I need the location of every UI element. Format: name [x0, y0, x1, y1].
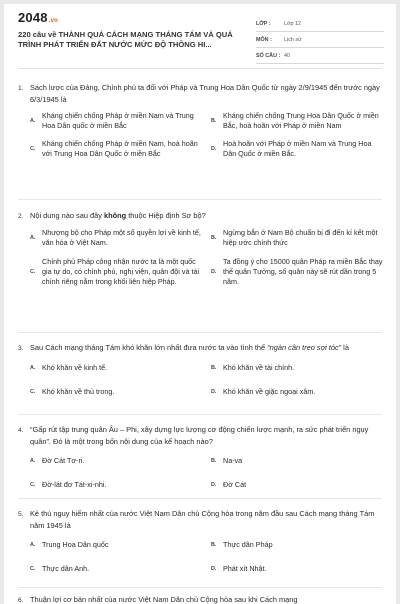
option-a[interactable] — [30, 540, 203, 550]
option-text: Hoà hoãn với Pháp ở miền Nam và Trung Hoa Dân Quốc ở miền Bắc. — [223, 139, 372, 158]
question-3 — [18, 342, 384, 397]
question-text: Sách lược của Đảng, Chính phủ ta đối với Pháp và Trung Hoa Dân Quốc từ ngày 2/9/1945 đến trước ngày 6/3/1945 là — [30, 83, 380, 104]
meta-count-value: 40 — [284, 52, 290, 59]
question-separator — [18, 199, 382, 200]
option-text: Khó khăn về giặc ngoại xâm. — [223, 387, 316, 396]
option-letter: A. — [30, 118, 36, 124]
option-letter: C. — [30, 482, 36, 488]
question-text-part: thuộc Hiệp định Sơ bộ? — [126, 211, 206, 220]
option-text: Ta đồng ý cho 15000 quân Pháp ra miền Bắc thay thế quân Tưởng, số quân này sẽ rút dần trong 5 năm. — [223, 257, 383, 286]
question-text-part: là — [341, 343, 349, 352]
options-grid — [30, 540, 384, 574]
option-text: Đờ-lát đơ Tát-xi-nhi. — [42, 480, 107, 489]
option-text: Đờ Cát Tơ-ri. — [42, 456, 85, 465]
option-text: Na-va — [223, 456, 243, 465]
option-a[interactable] — [30, 363, 203, 373]
option-letter: B. — [211, 458, 217, 464]
option-d[interactable] — [211, 387, 384, 397]
option-c[interactable] — [30, 257, 203, 287]
question-text-emphasis: không — [103, 211, 127, 220]
meta-count-row — [256, 48, 384, 64]
option-text: Kháng chiến chống Pháp ở miền Nam và Trung Hoa Dân quốc ở miền Bắc — [42, 111, 194, 130]
logo-main: 2048 — [18, 10, 48, 25]
question-text-part: Sau Cách mạng tháng Tám khó khăn lớn nhất đưa nước ta vào tình thế — [30, 343, 268, 352]
question-stem — [18, 210, 384, 222]
option-text: Kháng chiến chống Trung Hoa Dân Quốc ở miền Bắc, hoà hoãn với Pháp ở miền Nam — [223, 111, 379, 130]
option-letter: A. — [30, 365, 36, 371]
document-title: 220 câu về THÀNH QUẢ CÁCH MẠNG THÁNG TÁM VÀ QUÁ TRÌNH PHÁT TRIỂN ĐẤT NƯỚC MỨC ĐỘ THÔNG HI... — [18, 30, 233, 49]
option-letter: D. — [211, 269, 217, 275]
option-letter: A. — [30, 235, 36, 241]
option-letter: C. — [30, 566, 36, 572]
option-letter: A. — [30, 542, 36, 548]
option-letter: B. — [211, 235, 217, 241]
meta-class-label: LỚP : — [256, 20, 271, 27]
meta-info — [256, 16, 384, 64]
option-d[interactable] — [211, 257, 384, 287]
question-number: 3. — [18, 344, 24, 352]
question-stem — [18, 594, 384, 604]
options-grid — [30, 111, 384, 159]
option-b[interactable] — [211, 111, 384, 131]
logo-ext: .vn — [48, 18, 59, 24]
option-b[interactable] — [211, 540, 384, 550]
option-letter: C. — [30, 269, 36, 275]
question-separator — [18, 414, 382, 415]
header-divider — [18, 68, 382, 69]
document-header — [4, 4, 396, 70]
meta-count-label: SỐ CÂU : — [256, 52, 281, 59]
option-letter: B. — [211, 118, 217, 124]
meta-subject-value: Lịch sử — [284, 36, 302, 43]
question-6 — [18, 594, 384, 604]
option-a[interactable] — [30, 228, 203, 248]
options-grid — [30, 228, 384, 287]
question-text: Thuận lợi cơ bản nhất của nước Việt Nam Dân chủ Cộng hòa sau khi Cách mạng — [30, 595, 298, 604]
question-separator — [18, 587, 382, 588]
option-letter: D. — [211, 146, 217, 152]
site-logo[interactable] — [18, 10, 58, 25]
option-c[interactable] — [30, 139, 203, 159]
option-a[interactable] — [30, 456, 203, 466]
option-text: Khó khăn về kinh tế. — [42, 363, 108, 372]
option-text: Chính phủ Pháp công nhận nước ta là một quốc gia tự do, có chính phủ, nghị viện, quân đội và tài chính riêng nằm trong khối liên hiệp Pháp. — [42, 257, 200, 286]
option-letter: D. — [211, 566, 217, 572]
option-c[interactable] — [30, 387, 203, 397]
option-text: Khó khăn về thù trong. — [42, 387, 115, 396]
options-grid — [30, 363, 384, 397]
question-number: 2. — [18, 212, 24, 220]
option-text: Đờ Cát — [223, 480, 247, 489]
option-d[interactable] — [211, 139, 384, 159]
question-4 — [18, 424, 384, 490]
option-letter: C. — [30, 146, 36, 152]
meta-class-value: Lớp 12 — [284, 20, 302, 27]
question-stem — [18, 424, 384, 447]
options-grid — [30, 456, 384, 490]
question-text-part: Nội dung nào sau đây — [30, 211, 104, 220]
meta-class-row — [256, 16, 384, 32]
meta-subject-label: MÔN : — [256, 36, 272, 43]
question-stem — [18, 342, 384, 354]
question-1 — [18, 82, 384, 159]
option-b[interactable] — [211, 456, 384, 466]
option-b[interactable] — [211, 228, 384, 248]
question-number: 5. — [18, 510, 24, 518]
meta-subject-row — [256, 32, 384, 48]
option-text: Trung Hoa Dân quốc — [42, 540, 109, 549]
option-text: Khó khăn về tài chính. — [223, 363, 295, 372]
option-text: Kháng chiến chống Pháp ở miền Nam, hoà hoãn với Trung Hoa Dân Quốc ở miền Bắc — [42, 139, 198, 158]
question-number: 4. — [18, 426, 24, 434]
option-letter: B. — [211, 542, 217, 548]
option-text: Phát xít Nhật. — [223, 564, 267, 573]
question-text — [30, 210, 384, 222]
option-c[interactable] — [30, 564, 203, 574]
option-a[interactable] — [30, 111, 203, 131]
question-5 — [18, 508, 384, 574]
question-number: 6. — [18, 596, 24, 604]
question-text: “Gấp rút tập trung quân Âu – Phi, xây dựng lực lượng cơ động chiến lược mạnh, ra sức phát triển ngụy quân”. Đó là một trong bốn nội dung của kế hoạch nào? — [30, 425, 369, 446]
option-text: Ngừng bắn ở Nam Bộ chuẩn bị đi đến kí kết một hiệp ước chính thức — [223, 228, 378, 247]
question-text — [30, 342, 384, 354]
question-stem — [18, 508, 384, 531]
option-d[interactable] — [211, 480, 384, 490]
question-text-quote: “ngàn cân treo sợi tóc” — [267, 343, 342, 352]
option-letter: D. — [211, 389, 217, 395]
option-b[interactable] — [211, 363, 384, 373]
document-page — [4, 4, 396, 604]
option-letter: D. — [211, 482, 217, 488]
option-text: Thực dân Anh. — [42, 564, 90, 573]
option-letter: C. — [30, 389, 36, 395]
question-2 — [18, 210, 384, 287]
question-separator — [18, 498, 382, 499]
question-number: 1. — [18, 84, 24, 92]
option-text: Thực dân Pháp — [223, 540, 273, 549]
option-letter: B. — [211, 365, 217, 371]
option-d[interactable] — [211, 564, 384, 574]
question-separator — [18, 332, 382, 333]
option-text: Nhượng bộ cho Pháp một số quyền lợi về kinh tế, văn hóa ở Việt Nam. — [42, 228, 201, 247]
option-c[interactable] — [30, 480, 203, 490]
question-text: Kẻ thù nguy hiểm nhất của nước Việt Nam Dân chủ Cộng hòa trong năm đầu sau Cách mạng tháng Tám năm 1945 là — [30, 509, 375, 530]
option-letter: A. — [30, 458, 36, 464]
question-stem — [18, 82, 384, 105]
